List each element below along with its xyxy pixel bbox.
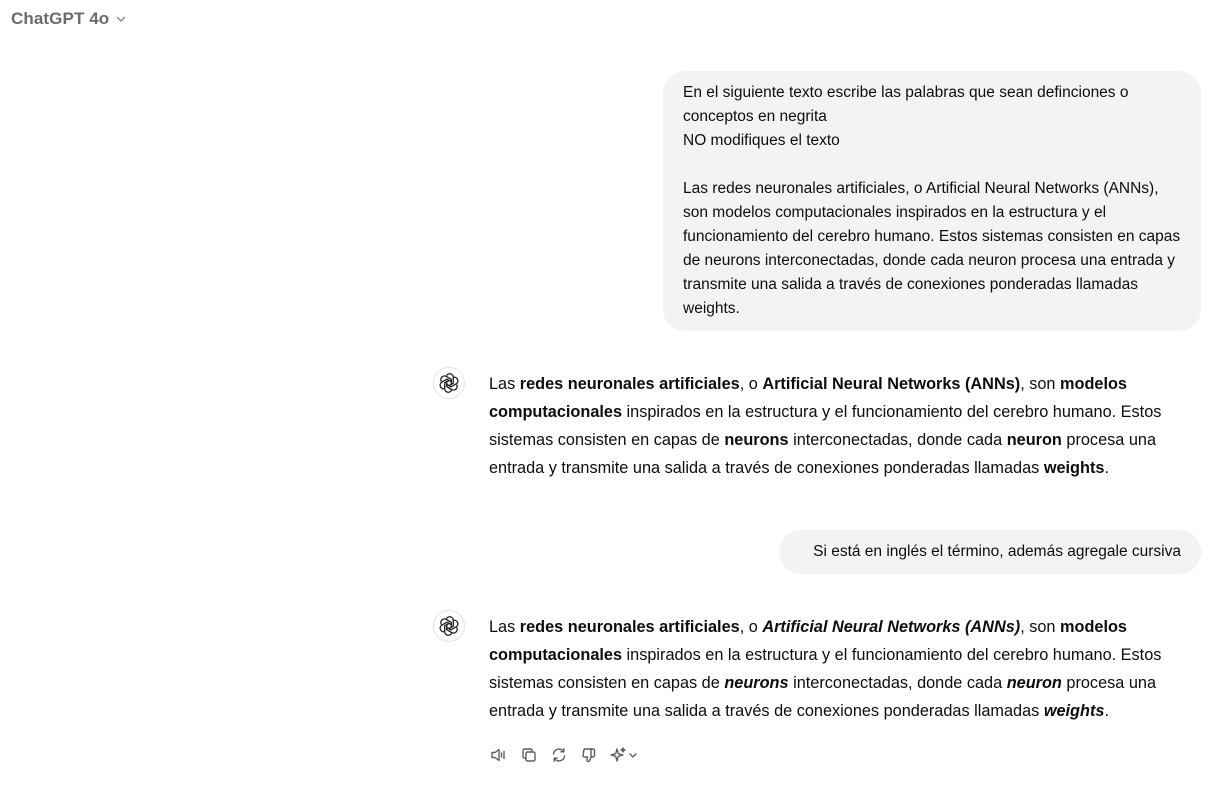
assistant-avatar (433, 367, 465, 399)
regenerate-icon (549, 745, 569, 765)
paragraph-spacer (683, 153, 1181, 177)
openai-logo-icon (439, 373, 459, 393)
user-message-line: En el siguiente texto escribe las palabras que sean definciones o conceptos en negrita (683, 84, 1129, 125)
sparkle-model-icon (609, 745, 641, 765)
bold-term: weights (1043, 459, 1105, 477)
assistant-avatar (433, 610, 465, 642)
bold-italic-term: Artificial Neural Networks (ANNs) (762, 618, 1021, 636)
text-segment: inspirados en la estructura y el funcionamiento del cerebro humano. Estos sistemas consisten en capas de (489, 403, 1162, 449)
bold-term: modelos computacionales (489, 618, 1127, 664)
bad-response-button[interactable] (579, 744, 599, 766)
model-selector[interactable] (11, 7, 127, 31)
text-segment: Las (489, 618, 520, 636)
user-message-line: Las redes neuronales artificiales, o Artificial Neural Networks (ANNs), son modelos computacionales inspirados en la estructura y el funcionamiento del cerebro humano. Estos sistemas consisten en capas de neurons interconectadas, donde cada neuron procesa una entrada y transmite una salida a través de conexiones ponderadas llamadas weights. (683, 180, 1181, 317)
text-segment: . (1104, 459, 1109, 477)
copy-button[interactable] (519, 744, 539, 766)
openai-logo-icon (439, 616, 459, 636)
text-segment: , son (1020, 618, 1061, 636)
speaker-icon (489, 745, 509, 765)
bold-italic-term: neuron (1006, 674, 1062, 692)
text-segment: Las (489, 375, 520, 393)
user-message-line: NO modifiques el texto (683, 132, 840, 149)
chevron-down-icon (115, 13, 127, 25)
switch-model-button[interactable] (609, 744, 641, 766)
bold-italic-term: weights (1043, 702, 1105, 720)
text-segment: , o (739, 618, 763, 636)
text-segment: , son (1020, 375, 1061, 393)
user-message: Si está en inglés el término, además agregale cursiva (779, 530, 1201, 574)
bold-term: modelos computacionales (489, 375, 1127, 421)
text-segment: procesa una entrada y transmite una salida a través de conexiones ponderadas llamadas (489, 674, 1157, 720)
text-segment: procesa una entrada y transmite una salida a través de conexiones ponderadas llamadas (489, 431, 1157, 477)
model-name: ChatGPT 4o (11, 9, 110, 28)
user-message (663, 71, 1201, 331)
text-segment: inspirados en la estructura y el funcionamiento del cerebro humano. Estos sistemas consisten en capas de (489, 646, 1162, 692)
bold-italic-term: neurons (724, 674, 789, 692)
text-segment: interconectadas, donde cada (788, 674, 1007, 692)
bold-term: neuron (1006, 431, 1062, 449)
bold-term: neurons (724, 431, 789, 449)
copy-icon (519, 745, 539, 765)
text-segment: interconectadas, donde cada (788, 431, 1007, 449)
read-aloud-button[interactable] (489, 744, 509, 766)
bold-term: redes neuronales artificiales (519, 375, 740, 393)
assistant-message (489, 370, 1189, 482)
bold-term: redes neuronales artificiales (519, 618, 740, 636)
thumbs-down-icon (579, 745, 599, 765)
bold-term: Artificial Neural Networks (ANNs) (762, 375, 1021, 393)
assistant-message (489, 613, 1189, 725)
message-action-toolbar (489, 744, 641, 766)
text-segment: , o (739, 375, 763, 393)
text-segment: . (1104, 702, 1109, 720)
regenerate-button[interactable] (549, 744, 569, 766)
